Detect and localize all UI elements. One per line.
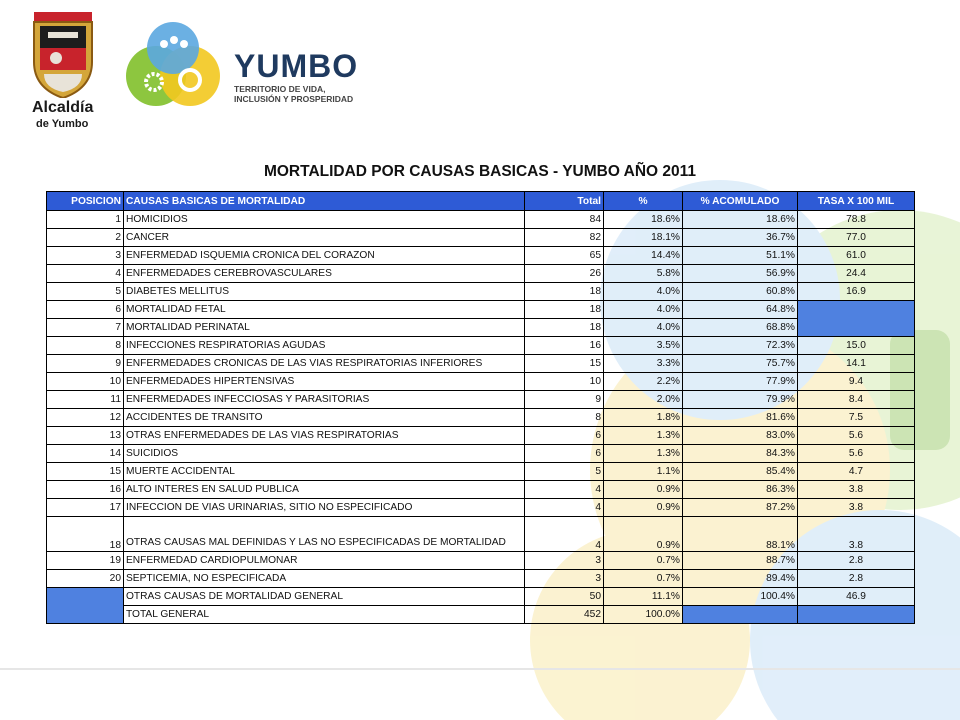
cell-porcentaje: 3.5% (604, 337, 683, 355)
cell-causa: OTRAS CAUSAS DE MORTALIDAD GENERAL (124, 588, 525, 606)
cell-porcentaje: 18.1% (604, 229, 683, 247)
cell-tasa: 14.1 (798, 355, 915, 373)
cell-causa: ENFERMEDAD CARDIOPULMONAR (124, 552, 525, 570)
cell-porcentaje: 2.0% (604, 391, 683, 409)
cell-total: 3 (525, 570, 604, 588)
cell-porcentaje: 0.9% (604, 517, 683, 552)
table-row (47, 247, 915, 265)
cell-tasa: 2.8 (798, 570, 915, 588)
cell-tasa: 5.6 (798, 427, 915, 445)
header-porcentaje: % (604, 192, 683, 211)
table-row (47, 211, 915, 229)
table-row (47, 229, 915, 247)
cell-porcentaje: 1.3% (604, 427, 683, 445)
cell-tasa: 78.8 (798, 211, 915, 229)
alcaldia-logo (28, 12, 108, 132)
cell-tasa: 15.0 (798, 337, 915, 355)
cell-tasa (798, 301, 915, 337)
cell-causa: ENFERMEDADES HIPERTENSIVAS (124, 373, 525, 391)
cell-porcentaje: 0.7% (604, 552, 683, 570)
table-row (47, 427, 915, 445)
table-row (47, 355, 915, 373)
yumbo-circles-icon (118, 18, 228, 118)
cell-porcentaje: 1.3% (604, 445, 683, 463)
cell-posicion: 12 (47, 409, 124, 427)
cell-causa: ACCIDENTES DE TRANSITO (124, 409, 525, 427)
cell-tasa: 16.9 (798, 283, 915, 301)
cell-posicion: 5 (47, 283, 124, 301)
table-row (47, 517, 915, 552)
table-row (47, 391, 915, 409)
cell-total: 5 (525, 463, 604, 481)
cell-posicion: 2 (47, 229, 124, 247)
cell-porcentaje: 4.0% (604, 319, 683, 337)
cell-acomulado: 100.4% (683, 588, 798, 606)
header-acomulado: % ACOMULADO (683, 192, 798, 211)
cell-causa: MUERTE ACCIDENTAL (124, 463, 525, 481)
cell-posicion (47, 588, 124, 624)
cell-tasa: 3.8 (798, 481, 915, 499)
cell-acomulado: 72.3% (683, 337, 798, 355)
cell-posicion: 18 (47, 517, 124, 552)
table-row (47, 265, 915, 283)
yumbo-wordmark: YUMBO (234, 48, 359, 84)
cell-porcentaje: 4.0% (604, 301, 683, 319)
cell-acomulado: 86.3% (683, 481, 798, 499)
cell-acomulado: 79.9% (683, 391, 798, 409)
table-row (47, 481, 915, 499)
cell-tasa: 3.8 (798, 499, 915, 517)
cell-porcentaje: 100.0% (604, 606, 683, 624)
cell-posicion: 19 (47, 552, 124, 570)
table-row (47, 552, 915, 570)
page-title: MORTALIDAD POR CAUSAS BASICAS - YUMBO AÑO 2011 (263, 163, 697, 180)
cell-posicion: 13 (47, 427, 124, 445)
cell-acomulado: 60.8% (683, 283, 798, 301)
cell-causa: ENFERMEDADES CEREBROVASCULARES (124, 265, 525, 283)
cell-total: 15 (525, 355, 604, 373)
cell-causa: HOMICIDIOS (124, 211, 525, 229)
cell-total: 9 (525, 391, 604, 409)
cell-total: 4 (525, 481, 604, 499)
cell-acomulado: 83.0% (683, 427, 798, 445)
cell-posicion: 10 (47, 373, 124, 391)
cell-posicion: 16 (47, 481, 124, 499)
cell-tasa: 2.8 (798, 552, 915, 570)
table-row (47, 283, 915, 301)
table-row (47, 373, 915, 391)
cell-total: 16 (525, 337, 604, 355)
cell-posicion: 6 (47, 301, 124, 319)
cell-causa: TOTAL GENERAL (124, 606, 525, 624)
cell-posicion: 14 (47, 445, 124, 463)
cell-total: 8 (525, 409, 604, 427)
cell-posicion: 3 (47, 247, 124, 265)
table-row (47, 570, 915, 588)
cell-porcentaje: 4.0% (604, 283, 683, 301)
cell-posicion: 9 (47, 355, 124, 373)
cell-total: 18 (525, 301, 604, 319)
cell-total: 18 (525, 319, 604, 337)
table-row (47, 301, 915, 319)
cell-tasa: 3.8 (798, 517, 915, 552)
cell-tasa: 5.6 (798, 445, 915, 463)
cell-tasa: 9.4 (798, 373, 915, 391)
cell-total: 82 (525, 229, 604, 247)
table-body (47, 211, 915, 624)
cell-porcentaje: 18.6% (604, 211, 683, 229)
cell-acomulado (683, 606, 798, 624)
cell-acomulado: 36.7% (683, 229, 798, 247)
cell-causa: CANCER (124, 229, 525, 247)
cell-causa: INFECCIONES RESPIRATORIAS AGUDAS (124, 337, 525, 355)
yumbo-label: de Yumbo (36, 118, 89, 130)
cell-causa: OTRAS CAUSAS MAL DEFINIDAS Y LAS NO ESPECIFICADAS DE MORTALIDAD (124, 517, 525, 552)
shield-icon (28, 12, 98, 98)
table-row (47, 409, 915, 427)
cell-total: 65 (525, 247, 604, 265)
cell-causa: MORTALIDAD FETAL (124, 301, 525, 319)
alcaldia-label: Alcaldía (32, 99, 94, 116)
cell-porcentaje: 0.7% (604, 570, 683, 588)
footer-divider (0, 668, 960, 670)
cell-total: 18 (525, 283, 604, 301)
cell-total: 3 (525, 552, 604, 570)
cell-causa: ENFERMEDADES INFECCIOSAS Y PARASITORIAS (124, 391, 525, 409)
cell-causa: SUICIDIOS (124, 445, 525, 463)
cell-tasa: 8.4 (798, 391, 915, 409)
cell-tasa: 7.5 (798, 409, 915, 427)
cell-porcentaje: 0.9% (604, 481, 683, 499)
cell-causa: ALTO INTERES EN SALUD PUBLICA (124, 481, 525, 499)
cell-total: 50 (525, 588, 604, 606)
cell-acomulado: 18.6% (683, 211, 798, 229)
cell-total: 26 (525, 265, 604, 283)
cell-total: 10 (525, 373, 604, 391)
cell-acomulado: 88.1% (683, 517, 798, 552)
cell-posicion: 11 (47, 391, 124, 409)
cell-acomulado: 64.8% (683, 301, 798, 319)
cell-causa: OTRAS ENFERMEDADES DE LAS VIAS RESPIRATORIAS (124, 427, 525, 445)
cell-posicion: 7 (47, 319, 124, 337)
cell-posicion: 8 (47, 337, 124, 355)
cell-tasa: 77.0 (798, 229, 915, 247)
cell-acomulado: 68.8% (683, 319, 798, 337)
header-total: Total (525, 192, 604, 211)
cell-total: 452 (525, 606, 604, 624)
header-posicion: POSICION (47, 192, 124, 211)
cell-causa: SEPTICEMIA, NO ESPECIFICADA (124, 570, 525, 588)
cell-porcentaje: 5.8% (604, 265, 683, 283)
mortality-table (46, 191, 915, 624)
cell-porcentaje: 3.3% (604, 355, 683, 373)
cell-posicion: 1 (47, 211, 124, 229)
cell-total: 6 (525, 445, 604, 463)
cell-tasa: 61.0 (798, 247, 915, 265)
header-causas: CAUSAS BASICAS DE MORTALIDAD (124, 192, 525, 211)
cell-acomulado: 87.2% (683, 499, 798, 517)
cell-porcentaje: 1.8% (604, 409, 683, 427)
cell-acomulado: 51.1% (683, 247, 798, 265)
cell-posicion: 15 (47, 463, 124, 481)
cell-tasa (798, 606, 915, 624)
cell-causa: ENFERMEDAD ISQUEMIA CRONICA DEL CORAZON (124, 247, 525, 265)
table-row (47, 463, 915, 481)
table-row (47, 337, 915, 355)
cell-tasa: 4.7 (798, 463, 915, 481)
table-row (47, 445, 915, 463)
table-row (47, 606, 915, 624)
cell-acomulado: 56.9% (683, 265, 798, 283)
cell-causa: MORTALIDAD PERINATAL (124, 319, 525, 337)
table-header-row (47, 192, 915, 211)
cell-acomulado: 81.6% (683, 409, 798, 427)
header-tasa: TASA X 100 MIL (798, 192, 915, 211)
cell-porcentaje: 11.1% (604, 588, 683, 606)
cell-posicion: 4 (47, 265, 124, 283)
cell-acomulado: 89.4% (683, 570, 798, 588)
cell-total: 4 (525, 517, 604, 552)
cell-causa: ENFERMEDADES CRONICAS DE LAS VIAS RESPIRATORIAS INFERIORES (124, 355, 525, 373)
cell-porcentaje: 14.4% (604, 247, 683, 265)
cell-posicion: 17 (47, 499, 124, 517)
cell-total: 6 (525, 427, 604, 445)
cell-tasa: 46.9 (798, 588, 915, 606)
cell-total: 84 (525, 211, 604, 229)
cell-porcentaje: 0.9% (604, 499, 683, 517)
table-row (47, 499, 915, 517)
cell-causa: INFECCION DE VIAS URINARIAS, SITIO NO ESPECIFICADO (124, 499, 525, 517)
cell-acomulado: 88.7% (683, 552, 798, 570)
cell-porcentaje: 2.2% (604, 373, 683, 391)
cell-acomulado: 85.4% (683, 463, 798, 481)
cell-posicion: 20 (47, 570, 124, 588)
yumbo-logo (118, 18, 359, 128)
cell-causa: DIABETES MELLITUS (124, 283, 525, 301)
cell-acomulado: 77.9% (683, 373, 798, 391)
cell-porcentaje: 1.1% (604, 463, 683, 481)
cell-acomulado: 75.7% (683, 355, 798, 373)
cell-acomulado: 84.3% (683, 445, 798, 463)
table-row (47, 588, 915, 606)
cell-total: 4 (525, 499, 604, 517)
table-row (47, 319, 915, 337)
yumbo-tagline: TERRITORIO DE VIDA, INCLUSIÓN Y PROSPERIDAD (234, 84, 354, 104)
cell-tasa: 24.4 (798, 265, 915, 283)
